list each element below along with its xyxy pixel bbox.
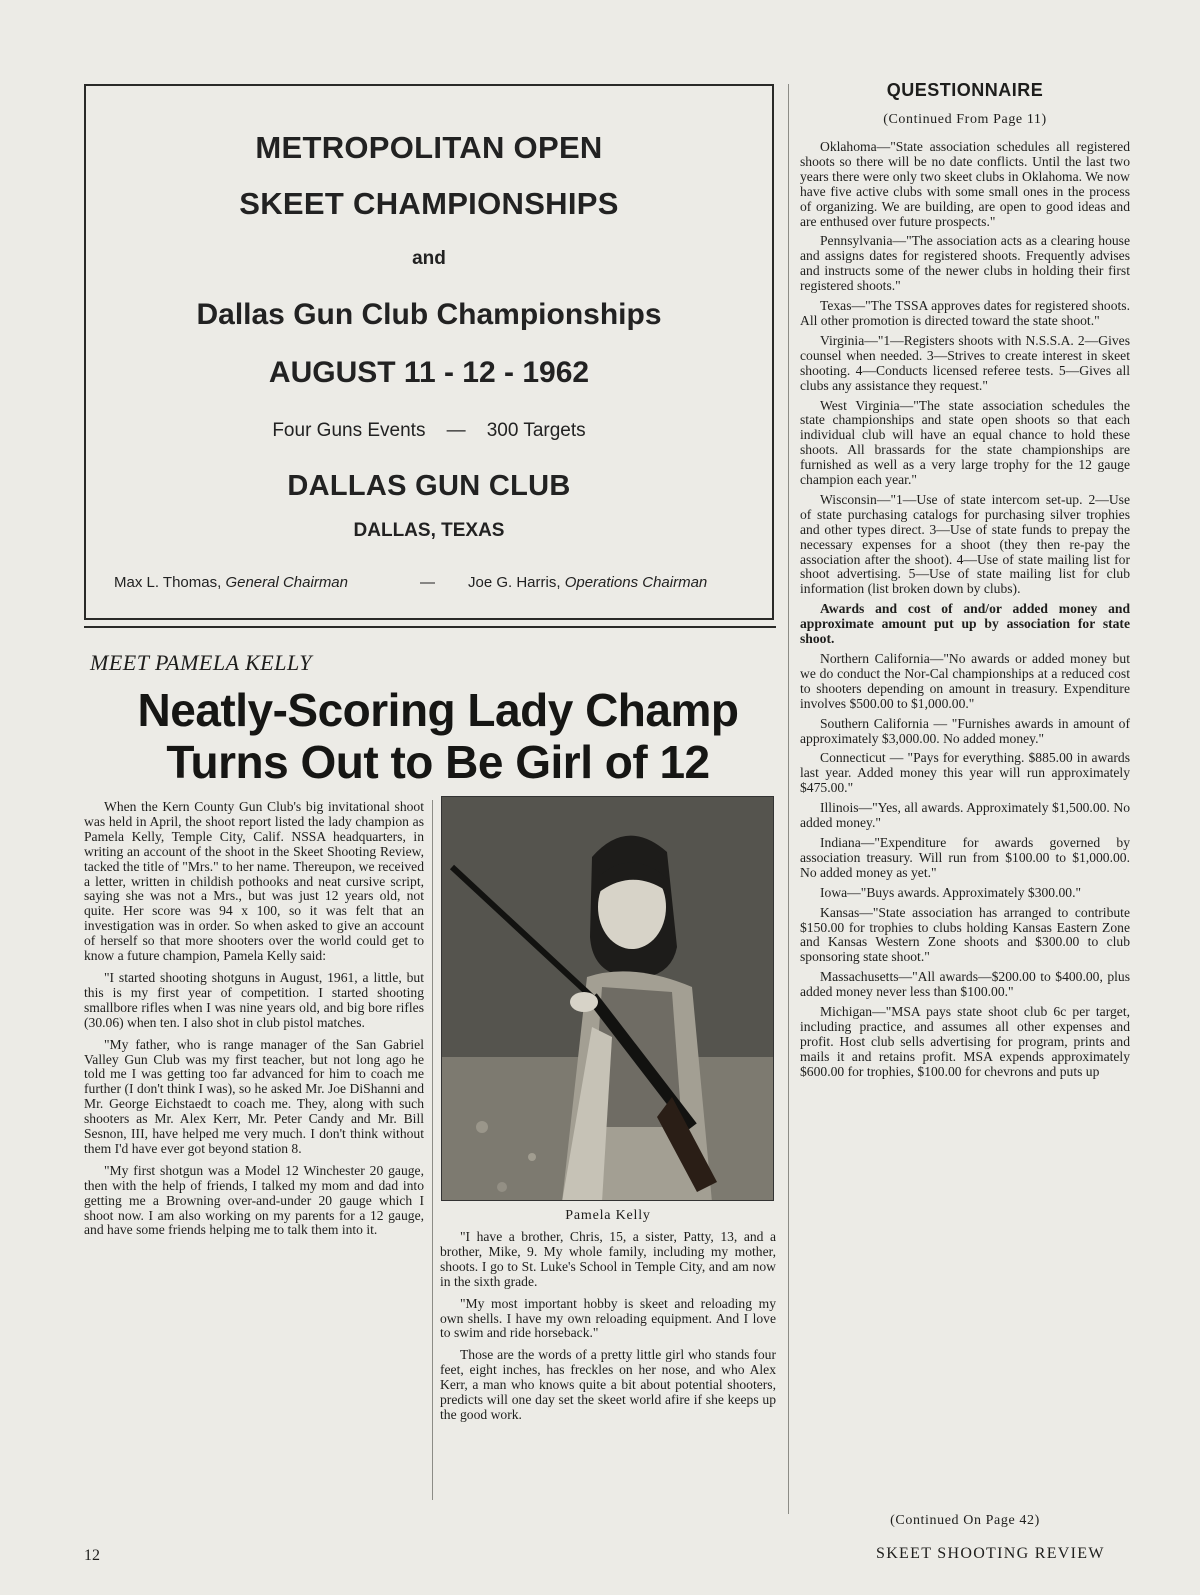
column-divider-right — [788, 84, 789, 1514]
photo-illustration — [442, 797, 774, 1201]
questionnaire-paragraph: Wisconsin—"1—Use of state intercom set-up. 2—Use of state purchasing catalogs for purchasing silver trophies and other types direct. 3—Use of state funds to prepay the necessary expenses for a shoot (they then re-pay the association after the shoot). 4—Use of state mailing list for shoot advertising. 5—Use of state mailing list for club information (list broken down by clubs). — [800, 491, 1130, 597]
publication-name: SKEET SHOOTING REVIEW — [876, 1545, 1105, 1562]
ad-events-line — [86, 420, 772, 442]
headline-line-2: Turns Out to Be Girl of 12 — [166, 736, 710, 788]
questionnaire-paragraph: Kansas—"State association has arranged to contribute $150.00 for trophies to clubs holding Kansas Eastern Zone and Kansas Western Zone shoots and $300.00 to club sponsoring state shoot." — [800, 904, 1130, 965]
ad-club: DALLAS GUN CLUB — [287, 470, 571, 502]
questionnaire-paragraph: Massachusetts—"All awards—$200.00 to $400.00, plus added money never less than $100.00." — [800, 969, 1130, 1000]
article-headline — [88, 684, 788, 788]
article-kicker: MEET PAMELA KELLY — [90, 650, 313, 675]
column-divider — [432, 800, 433, 1500]
ad-date: AUGUST 11 - 12 - 1962 — [268, 356, 590, 389]
article-column-middle — [440, 1230, 776, 1430]
questionnaire-paragraph: Northern California—"No awards or added money but we do conduct the Nor-Cal championships at a reduced cost to shooters depending on amount in treasury. Expenditure involves $500.00 to $1,000.00." — [800, 651, 1130, 711]
questionnaire-paragraph: Oklahoma—"State association schedules all registered shoots so there will be no date conflicts. Until the last two years there were only two skeet clubs in Oklahoma. We now have five active clubs with some small ones in the process of organizing. We are building, are open to good ideas and are enthused over future prospects." — [800, 139, 1130, 229]
questionnaire-subhead: Awards and cost of and/or added money and approximate amount put up by association for state shoot. — [800, 601, 1130, 647]
ad-chairman-2 — [468, 574, 707, 591]
article-paragraph: "My father, who is range manager of the San Gabriel Valley Gun Club was my first teacher, but not long ago he told me I was getting too far advanced for him to coach me further (I don't think I was), so he asked Mr. Joe DiShanni and Mr. George Eichstaedt to coach me. They, along with such shooters as Mr. Alex Kerr, Mr. Peter Candy and Mr. Bill Sesnon, III, have helped me very much. I don't think without them I'd have ever got beyond station 8. — [84, 1036, 424, 1156]
questionnaire-title: QUESTIONNAIRE — [886, 80, 1044, 100]
pamela-kelly-photo — [441, 796, 774, 1201]
article-paragraph: "My most important hobby is skeet and reloading my own shells. I have my own reloading equipment. And I love to swim and ride horseback." — [440, 1295, 776, 1341]
article-column-left — [84, 800, 424, 1245]
page-number: 12 — [84, 1547, 100, 1564]
questionnaire-paragraph: West Virginia—"The state association schedules the state championships and state open shoots so that each individual club will have an equal chance to hold these shoots. All brassards for the state championships are furnished as well as a very large trophy for the 12 gauge champion each year." — [800, 397, 1130, 488]
continued-on-note: (Continued On Page 42) — [890, 1513, 1040, 1528]
questionnaire-paragraph: Virginia—"1—Registers shoots with N.S.S.A. 2—Gives counsel when needed. 3—Strives to create interest in skeet shooting. 4—Conducts licensed referee tests. 5—Gives all clubs any assistance they request." — [800, 332, 1130, 393]
article-paragraph: "My first shotgun was a Model 12 Winchester 20 gauge, then with the help of friends, I talked my mom and dad into getting me a Browning over-and-under 20 gauge which I shoot now. I am also working on my parents for a 12 gauge, and have some friends helping me to talk them into it. — [84, 1162, 424, 1238]
ad-title-line1: METROPOLITAN OPEN — [255, 130, 603, 165]
article-paragraph: "I started shooting shotguns in August, 1961, a little, but this is my first year of competition. I started shooting smallbore rifles when I was nine years old, and big bore rifles (30.06) when ten. I also shot in club pistol matches. — [84, 969, 424, 1030]
questionnaire-paragraph: Illinois—"Yes, all awards. Approximately $1,500.00. No added money." — [800, 800, 1130, 831]
event-advertisement — [84, 84, 774, 620]
ad-targets: 300 Targets — [486, 420, 586, 441]
article-paragraph: "I have a brother, Chris, 15, a sister, Patty, 13, and a brother, Mike, 9. My whole family, including my mother, shoots. I go to St. Luke's School in Temple City, and am now in the sixth grade. — [440, 1229, 776, 1289]
questionnaire-paragraph: Southern California — "Furnishes awards in amount of approximately $3,000.00. No added money." — [800, 715, 1130, 746]
ad-chairman-1-title: General Chairman — [225, 574, 348, 591]
questionnaire-column — [800, 140, 1130, 1085]
photo-caption: Pamela Kelly — [565, 1208, 651, 1223]
article-paragraph: When the Kern County Gun Club's big invitational shoot was held in April, the shoot report listed the lady champion as Pamela Kelly, Temple City, Calif. NSSA headquarters, in writing an account of the shoot in the Skeet Shooting Review, tacked the title of "Mrs." to her name. Thereupon, we received a letter, written in childish pothooks and neat cursive script, saying she was not a Mrs., but was just 12 years old, not quite. Her score was 94 x 100, so it was felt that an investigation was in order. So when asked to give an account of herself so that more shooters over the world could get to know a future champion, Pamela Kelly said: — [84, 799, 424, 964]
ad-city: DALLAS, TEXAS — [353, 520, 505, 541]
ad-title-line3: Dallas Gun Club Championships — [196, 298, 662, 331]
ad-conjunction: and — [412, 248, 446, 269]
ad-events: Four Guns Events — [272, 420, 426, 441]
continued-from-note: (Continued From Page 11) — [883, 112, 1047, 127]
ad-chairman-2-name: Joe G. Harris, — [468, 574, 561, 591]
questionnaire-paragraph: Michigan—"MSA pays state shoot club 6c per target, including practice, and assumes all other expenses and profit. Host club sells advertising for program, prints and mails it and retains profit. MSA expends approximately $600.00 for trophies, $100.00 for chevrons and puts up — [800, 1004, 1130, 1079]
headline-line-1: Neatly-Scoring Lady Champ — [137, 684, 739, 736]
questionnaire-paragraph: Texas—"The TSSA approves dates for registered shoots. All other promotion is directed toward the state shoot." — [800, 298, 1130, 328]
questionnaire-paragraph: Connecticut — "Pays for everything. $885.00 in awards last year. Added money this year will run approximately $475.00." — [800, 750, 1130, 796]
ad-title-line2: SKEET CHAMPIONSHIPS — [239, 186, 619, 221]
ad-events-dash: — — [446, 420, 466, 441]
ad-bottom-rule — [84, 626, 776, 628]
questionnaire-paragraph: Pennsylvania—"The association acts as a clearing house and assigns dates for registered shoots. Frequently advises and instructs some of the newer clubs in holding their first registered shoots." — [800, 233, 1130, 294]
article-paragraph: Those are the words of a pretty little girl who stands four feet, eight inches, has freckles on her nose, and who Alex Kerr, a man who knows quite a bit about potential shooters, predicts will one day set the skeet world afire if she keeps up the good work. — [440, 1347, 776, 1422]
ad-chairman-1 — [114, 574, 348, 591]
questionnaire-paragraph: Iowa—"Buys awards. Approximately $300.00." — [820, 884, 1082, 900]
ad-chairman-2-title: Operations Chairman — [564, 574, 708, 591]
ad-chairman-dash: — — [420, 574, 435, 591]
questionnaire-paragraph: Indiana—"Expenditure for awards governed by association treasury. Will run from $100.00 to $1,000.00. No added money as yet." — [800, 834, 1130, 880]
ad-chairman-1-name: Max L. Thomas, — [114, 574, 222, 591]
